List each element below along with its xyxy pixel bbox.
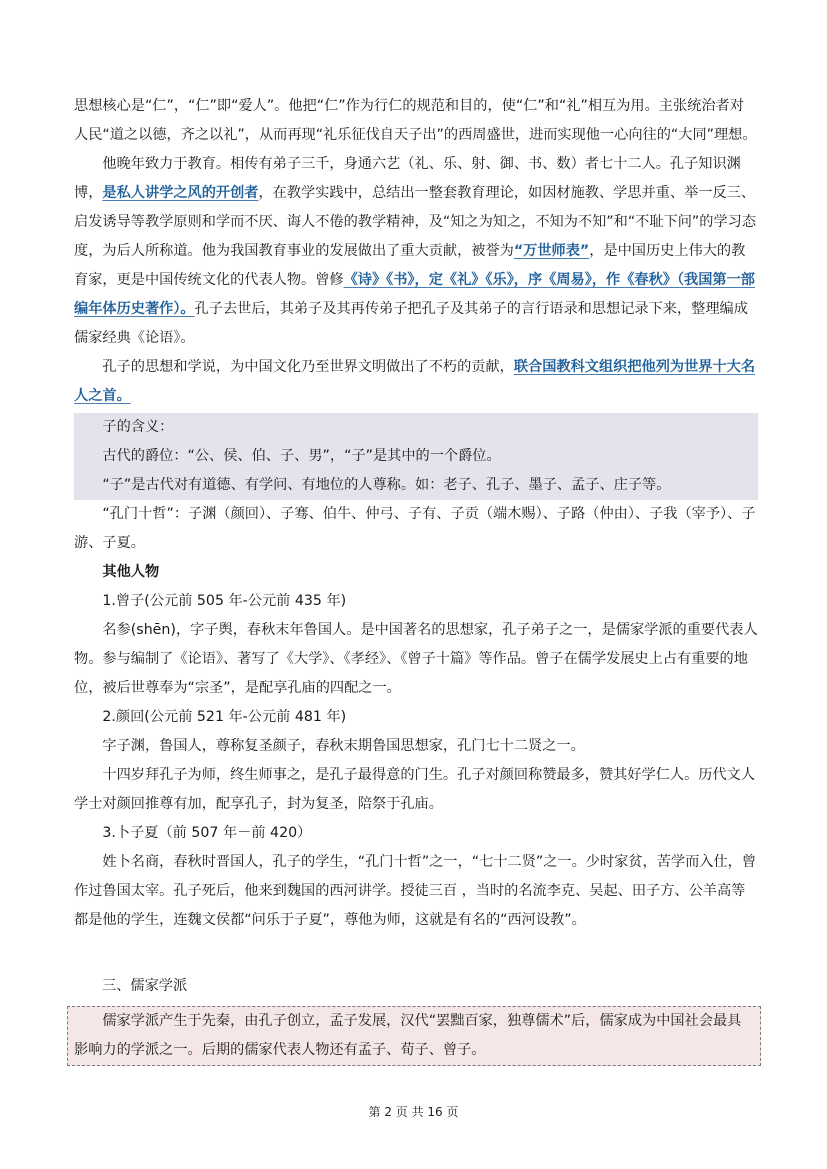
zixia-text: 姓卜名商，春秋时晋国人，孔子的学生，“孔门十哲”之一，“七十二贤”之一。少时家贫，苦学而入仕，曾作过鲁国太宰。孔子死后，他来到魏国的西河讲学。授徒三百 ，当时的名流李克、吴起、田子方、公羊高等都是他的学生，连魏文侯都“问乐于子夏”，尊他为师，这就是有名的“西河设教”。 bbox=[74, 854, 757, 928]
yanhui-text1: 字子渊，鲁国人，尊称复圣颜子，春秋末期鲁国思想家，孔门七十二贤之一。 bbox=[102, 738, 585, 754]
text-segment: ，是中国历史上伟大的教育家，更是中国传统文化的代表人物。曾修 bbox=[74, 243, 746, 288]
zengzi-title: 1.曾子(公元前 505 年-公元前 435 年) bbox=[102, 593, 347, 609]
section-title: 三、儒家学派 bbox=[102, 978, 188, 994]
zi-meaning-box bbox=[74, 413, 758, 500]
paragraph-education bbox=[74, 150, 758, 353]
highlight-founder: 是私人讲学之风的开创者 bbox=[102, 185, 259, 201]
confucian-school-text: 儒家学派产生于先秦，由孔子创立，孟子发展，汉代“罢黜百家，独尊儒术”后，儒家成为中国社会最具影响力的学派之一。后期的儒家代表人物还有孟子、荀子、曾子。 bbox=[74, 1013, 742, 1058]
text-segment: 孔子去世后，其弟子及其再传弟子把孔子及其弟子的言行语录和思想记录下来，整理编成儒家经典《论语》。 bbox=[74, 301, 748, 346]
zixia-title: 3.卜子夏（前 507 年－前 420） bbox=[102, 825, 312, 841]
others-heading: 其他人物 bbox=[102, 564, 160, 580]
zengzi-text: 名参(shēn)，字子舆，春秋末年鲁国人。是中国著名的思想家，孔子弟子之一，是儒家学派的重要代表人物。参与编制了《论语》、著写了《大学》、《孝经》、《曾子十篇》等作品。曾子在儒学发展史上占有重要的地位，被后世尊奉为“宗圣”，是配享孔庙的四配之一。 bbox=[74, 622, 758, 696]
zi-box-title: 子的含义： bbox=[102, 419, 174, 435]
text-segment: 他晚年致力于教育。相传有弟子三千，身通六艺（礼、乐、射、御、书、数）者七十二人。孔子知识渊博， bbox=[74, 156, 741, 201]
paragraph-ren: 思想核心是“仁”，“仁”即“爱人”。他把“仁”作为行仁的规范和目的，使“仁”和“礼”相互为用。主张统治者对人民“道之以德，齐之以礼”，从而再现“礼乐征伐自天子出”的西周盛世，进而实现他一心向往的“大同”理想。 bbox=[74, 98, 757, 143]
zi-box-line1: 古代的爵位：“公、侯、伯、子、男”，“子”是其中的一个爵位。 bbox=[102, 448, 501, 464]
text-segment: ，在教学实践中，总结出一整套教育理论，如因材施教、学思并重、举一反三、启发诱导等教学原则和学而不厌、诲人不倦的教学精神，及“知之为知之，不知为不知”和“不耻下问”的学习态度，为后人所称道。他为我国教育事业的发展做出了重大贡献，被誉为 bbox=[74, 185, 757, 259]
yanhui-title: 2.颜回(公元前 521 年-公元前 481 年) bbox=[102, 709, 347, 725]
highlight-classics: 《诗》《书》，定《礼》《乐》，序《周易》，作《春秋》（我国第一部编年体历史著作）。 bbox=[74, 272, 755, 317]
highlight-teacher: “万世师表” bbox=[513, 243, 590, 259]
document-body bbox=[74, 92, 758, 935]
zi-box-line2: “子”是古代对有道德、有学问、有地位的人尊称。如：老子、孔子、墨子、孟子、庄子等。 bbox=[102, 477, 671, 493]
page-footer: 第 2 页 共 16 页 bbox=[368, 1105, 459, 1119]
highlight-unesco: 联合国教科文组织把他列为世界十大名人之首。 bbox=[74, 359, 756, 404]
paragraph-contribution bbox=[74, 353, 758, 411]
confucian-school-box bbox=[67, 1006, 761, 1066]
kongmen-shizhe: “孔门十哲”：子渊（颜回）、子骞、伯牛、仲弓、子有、子贡（端木赐）、子路（仲由）、子我（宰予）、子游、子夏。 bbox=[74, 506, 756, 551]
text-segment: 孔子的思想和学说，为中国文化乃至世界文明做出了不朽的贡献， bbox=[102, 359, 514, 375]
yanhui-text2: 十四岁拜孔子为师，终生师事之，是孔子最得意的门生。孔子对颜回称赞最多，赞其好学仁人。历代文人学士对颜回推尊有加，配享孔子，封为复圣，陪祭于孔庙。 bbox=[74, 767, 756, 812]
